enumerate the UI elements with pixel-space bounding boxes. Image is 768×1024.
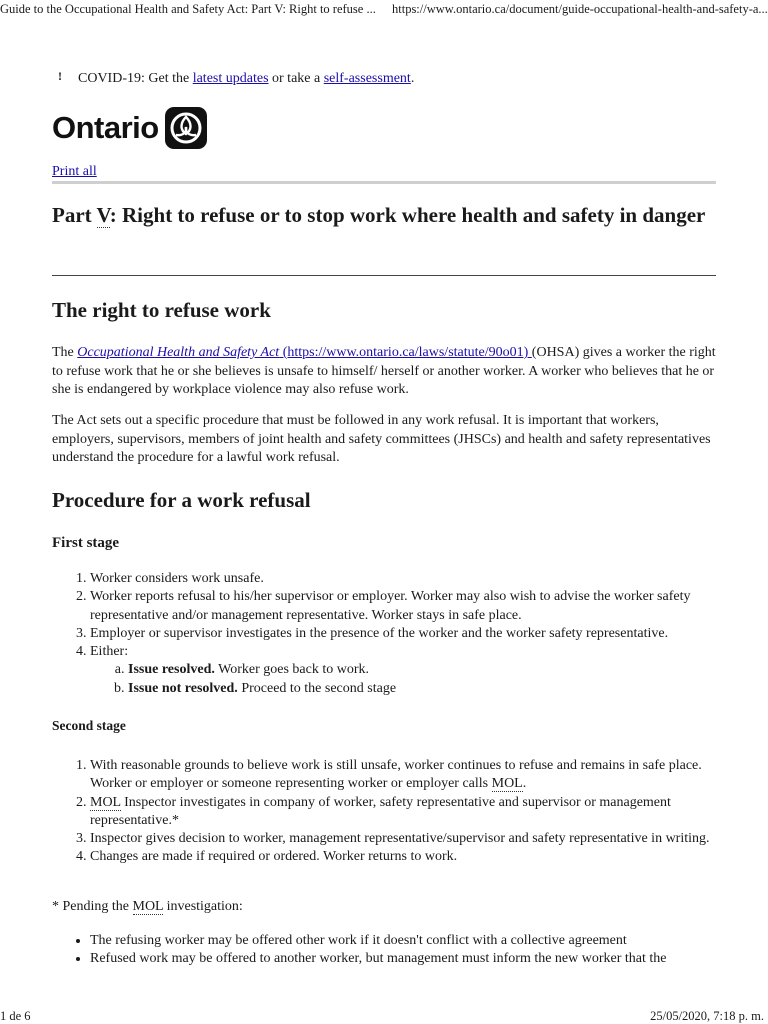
- sublist-bold: Issue resolved.: [128, 662, 215, 678]
- mol-abbr: MOL: [90, 794, 121, 810]
- covid-banner: [58, 68, 414, 90]
- alert-icon: !: [58, 69, 62, 83]
- part-numeral: V: [96, 203, 110, 227]
- trillium-icon: [165, 107, 207, 149]
- list-item: 3. Inspector gives decision to worker, management representative/supervisor and safety representative in writing.: [90, 830, 716, 848]
- second-stage-heading: Second stage: [52, 718, 126, 733]
- divider: [52, 275, 716, 276]
- section-heading-procedure: Procedure for a work refusal: [52, 488, 311, 512]
- list-item: 2. Worker reports refusal to his/her supervisor or employer. Worker may also wish to advise the worker safety representative and/or management representative. Worker stays in safe place.: [90, 588, 716, 625]
- step-text: .: [522, 776, 527, 792]
- ohsa-paragraph-rest: (OHSA) gives a worker the right to refuse work that he or she believes is unsafe to himself/ herself or another worker. A worker who believes that he or she is endangered by workplace violence may also refuse work.: [52, 345, 716, 398]
- list-item: [128, 680, 716, 698]
- ontario-wordmark: Ontario: [52, 110, 159, 145]
- print-footer: [0, 1008, 768, 1024]
- procedure-paragraph: The Act sets out a specific procedure that must be followed in any work refusal. It is important that workers, employers, supervisors, members of joint health and safety committees (JHSCs) and health and safety representatives understand the procedure for a lawful work refusal.: [52, 413, 711, 466]
- pending-lead: * Pending the: [52, 899, 133, 914]
- list-item: [128, 661, 716, 679]
- ohsa-link[interactable]: [77, 345, 532, 360]
- mol-abbr: MOL: [491, 776, 523, 792]
- page-title-rest: : Right to refuse or to stop work where health and safety in danger: [109, 203, 706, 227]
- ontario-logo[interactable]: [52, 106, 207, 150]
- ohsa-paragraph-lead: The: [52, 345, 78, 360]
- covid-banner-prefix: COVID-19: Get the: [78, 71, 193, 86]
- list-item: [90, 643, 716, 698]
- section-heading-right-to-refuse: The right to refuse work: [52, 298, 271, 322]
- pending-note: [52, 898, 243, 916]
- mol-abbr: MOL: [132, 899, 164, 914]
- print-all-link[interactable]: Print all: [52, 164, 97, 179]
- list-item: • Refused work may be offered to another worker, but management must inform the new worker that the: [90, 950, 716, 968]
- list-item: • The refusing worker may be offered other work if it doesn't conflict with a collective agreement: [90, 932, 716, 950]
- print-header: [0, 0, 768, 18]
- first-stage-list: [90, 570, 716, 698]
- list-item: [90, 794, 716, 831]
- pending-tail: investigation:: [163, 899, 243, 914]
- pending-list: [90, 932, 716, 968]
- sublist-text: Worker goes back to work.: [214, 662, 369, 678]
- ohsa-paragraph: [52, 344, 716, 400]
- second-stage-list: [90, 757, 716, 867]
- sublist-bold: Issue not resolved.: [128, 680, 238, 696]
- print-header-url: https://www.ontario.ca/document/guide-occupational-health-and-safety-a...: [392, 2, 768, 16]
- either-sublist: [90, 661, 716, 698]
- self-assessment-link[interactable]: self-assessment: [323, 71, 411, 86]
- divider: [52, 181, 716, 184]
- first-stage-heading: First stage: [52, 535, 120, 551]
- page-title: [52, 201, 716, 230]
- list-item: 3. Employer or supervisor investigates in the presence of the worker and the worker safety representative.: [90, 625, 716, 643]
- list-item: 4. Changes are made if required or ordered. Worker returns to work.: [90, 848, 716, 866]
- either-label: Either:: [90, 644, 129, 660]
- print-header-title: Guide to the Occupational Health and Safety Act: Part V: Right to refuse ...: [0, 2, 376, 16]
- page-number: 1 de 6: [0, 1009, 31, 1023]
- print-datetime: 25/05/2020, 7:18 p. m.: [650, 1009, 764, 1023]
- covid-banner-middle: or take a: [268, 71, 324, 86]
- latest-updates-link[interactable]: latest updates: [192, 71, 269, 86]
- list-item: [90, 757, 716, 794]
- ohsa-link-title: Occupational Health and Safety Act: [77, 345, 280, 360]
- step-text: With reasonable grounds to believe work is still unsafe, worker continues to refuse and remains in safe place. Worker or employer or someone representing worker or employer calls: [90, 758, 702, 792]
- sublist-text: Proceed to the second stage: [237, 680, 397, 696]
- step-text: Inspector investigates in company of worker, safety representative and supervisor or management representative.*: [90, 794, 671, 828]
- page-title-lead: Part: [52, 203, 97, 227]
- list-item: 1. Worker considers work unsafe.: [90, 570, 716, 588]
- ohsa-link-url: (https://www.ontario.ca/laws/statute/90o01): [279, 345, 532, 360]
- covid-banner-suffix: .: [410, 71, 415, 86]
